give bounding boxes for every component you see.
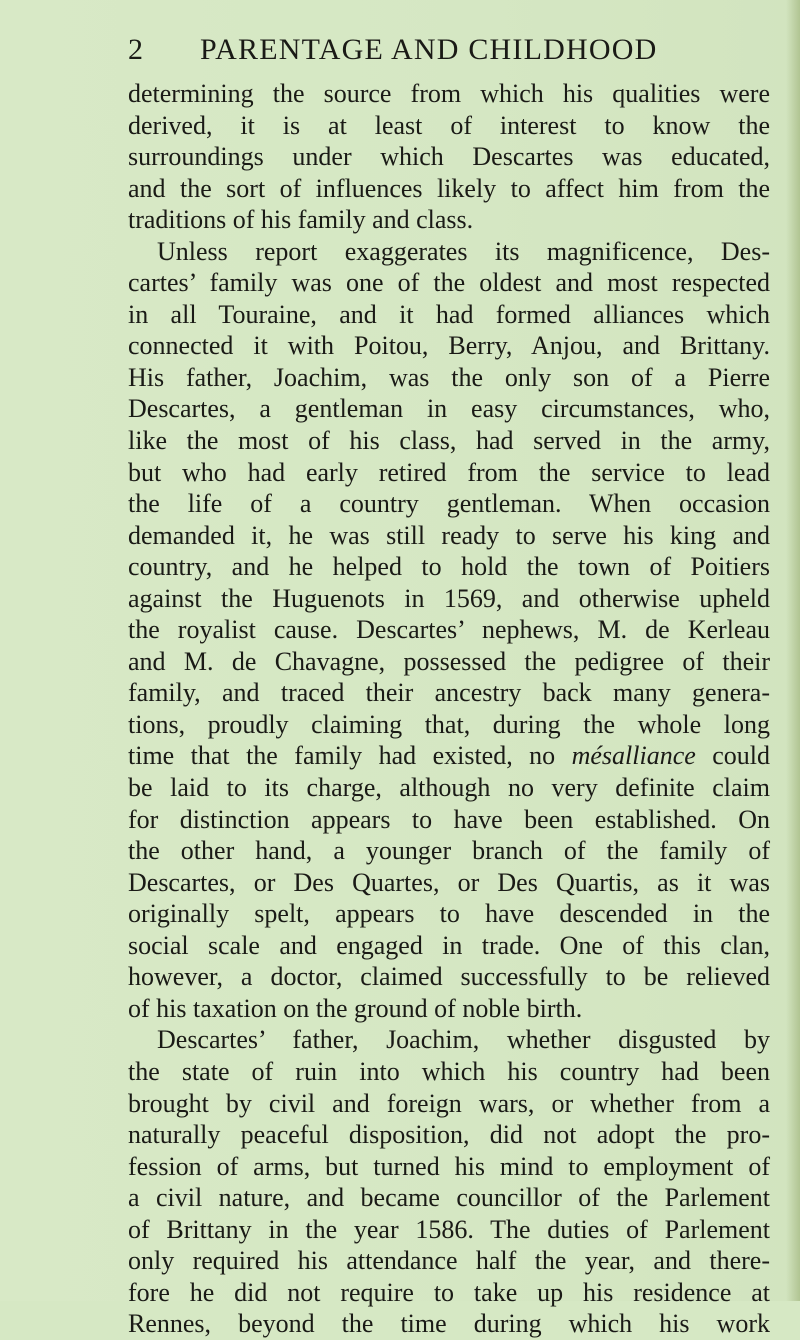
text-line: cartes’ family was one of the oldest and most respected [128,268,770,298]
text-line: like the most of his class, had served in the army, [128,426,770,456]
text-line: fession of arms, but turned his mind to employment of [128,1151,770,1181]
text-line: originally spelt, appears to have descended in the [128,899,770,929]
text-line: however, a doctor, claimed successfully to be relieved [128,962,770,992]
page-header [128,30,770,70]
text-line: a civil nature, and became councillor of the Parlement [128,1183,770,1213]
text-line: Descartes, or Des Quartes, or Des Quartis, as it was [128,867,770,897]
text-line: Descartes, a gentleman in easy circumstances, who, [128,394,770,424]
body-text [128,78,770,1340]
text-line: naturally peaceful disposition, did not adopt the pro- [128,1120,770,1150]
text-line: for distinction appears to have been established. On [128,804,770,834]
text-line: social scale and engaged in trade. One of this clan, [128,930,770,960]
text-line: in all Touraine, and it had formed alliances which [128,299,770,329]
text-line: be laid to its charge, although no very definite claim [128,773,770,803]
text-segment: could [695,741,770,771]
italic-term: mésalliance [571,741,696,771]
text-line: family, and traced their ancestry back many genera- [128,678,770,708]
text-line: His father, Joachim, was the only son of a Pierre [128,362,770,392]
page-number: 2 [128,33,144,66]
text-line: the royalist cause. Descartes’ nephews, M. de Kerleau [128,615,770,645]
text-line: only required his attendance half the year, and there- [128,1246,770,1276]
text-line: surroundings under which Descartes was educated, [128,142,770,172]
text-segment: time that the family had existed, no [128,741,572,771]
text-line: Descartes’ father, Joachim, whether disgusted by [157,1025,770,1055]
text-line: Rennes, beyond the time during which his work [128,1309,770,1339]
running-head: PARENTAGE AND CHILDHOOD [200,33,658,66]
text-line: of Brittany in the year 1586. The duties of Parlement [128,1214,770,1244]
text-line: determining the source from which his qualities were [128,79,770,108]
text-line: the state of ruin into which his country had been [128,1056,770,1086]
text-line: fore he did not require to take up his residence at [128,1277,770,1307]
page-edge-shadow [786,0,800,1301]
text-line: but who had early retired from the service to lead [128,457,770,487]
text-line: tions, proudly claiming that, during the whole long [128,709,770,739]
text-line: brought by civil and foreign wars, or whether from a [128,1088,770,1118]
text-line: of his taxation on the ground of noble birth. [128,993,583,1023]
text-line: derived, it is at least of interest to know the [128,110,770,140]
text-line: the life of a country gentleman. When occasion [128,489,770,519]
text-line: against the Huguenots in 1569, and otherwise upheld [128,583,770,613]
text-line [128,740,770,772]
text-line: Unless report exaggerates its magnificence, Des- [157,236,770,266]
text-line: the other hand, a younger branch of the family of [128,836,770,866]
text-line: traditions of his family and class. [128,205,474,235]
text-line: connected it with Poitou, Berry, Anjou, and Brittany. [128,331,770,361]
text-line: country, and he helped to hold the town of Poitiers [128,552,770,582]
text-line: demanded it, he was still ready to serve his king and [128,520,770,550]
text-line: and the sort of influences likely to affect him from the [128,173,770,203]
text-line: and M. de Chavagne, possessed the pedigree of their [128,646,770,676]
